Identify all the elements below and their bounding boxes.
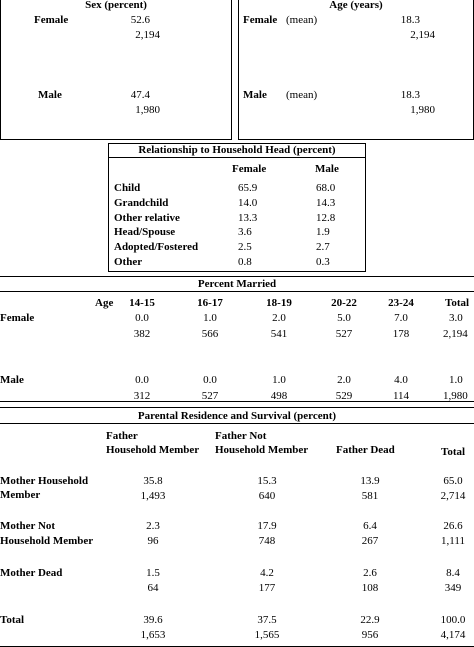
parental-col1-line2: Household Member bbox=[106, 444, 200, 456]
married-female-pct: 2.0 bbox=[272, 312, 286, 324]
relationship-row-female: 3.6 bbox=[238, 226, 252, 238]
parental-cell-n: 2,714 bbox=[440, 490, 466, 502]
parental-cell-pct: 15.3 bbox=[257, 475, 277, 487]
married-male-pct: 0.0 bbox=[203, 374, 217, 386]
sex-male-n: 1,980 bbox=[135, 104, 160, 116]
parental-cell-pct: 13.9 bbox=[360, 475, 380, 487]
parental-cell-n: 64 bbox=[147, 582, 159, 594]
parental-cell-n: 177 bbox=[258, 582, 276, 594]
married-male-pct: 1.0 bbox=[272, 374, 286, 386]
parental-cell-pct: 37.5 bbox=[257, 614, 277, 626]
age-female-mean: 18.3 bbox=[400, 14, 420, 26]
married-col-header: 20-22 bbox=[331, 297, 357, 309]
relationship-title-rule bbox=[108, 157, 366, 158]
parental-cell-pct: 65.0 bbox=[443, 475, 463, 487]
relationship-col-male: Male bbox=[315, 163, 339, 175]
married-female-pct: 0.0 bbox=[135, 312, 149, 324]
sex-female-label: Female bbox=[34, 14, 69, 26]
relationship-title: Relationship to Household Head (percent) bbox=[138, 144, 336, 156]
relationship-row-label: Other relative bbox=[114, 212, 180, 224]
parental-row-label: Mother Dead bbox=[0, 567, 63, 579]
relationship-row-male: 14.3 bbox=[316, 197, 336, 209]
parental-cell-pct: 2.6 bbox=[363, 567, 377, 579]
parental-panel bbox=[0, 407, 474, 647]
parental-cell-n: 1,565 bbox=[254, 629, 280, 641]
parental-cell-pct: 39.6 bbox=[143, 614, 163, 626]
relationship-row-female: 13.3 bbox=[238, 212, 258, 224]
age-title: Age (years) bbox=[329, 0, 383, 11]
relationship-row-male: 12.8 bbox=[316, 212, 336, 224]
sex-male-pct: 47.4 bbox=[130, 89, 150, 101]
relationship-col-female: Female bbox=[232, 163, 267, 175]
parental-cell-n: 267 bbox=[361, 535, 379, 547]
married-male-n: 527 bbox=[201, 390, 219, 402]
parental-col2-line1: Father Not bbox=[215, 430, 267, 442]
parental-cell-n: 96 bbox=[147, 535, 159, 547]
married-male-pct: 1.0 bbox=[449, 374, 463, 386]
married-col-header: 14-15 bbox=[129, 297, 155, 309]
age-female-stat: (mean) bbox=[286, 14, 318, 26]
parental-cell-pct: 100.0 bbox=[440, 614, 466, 626]
parental-cell-n: 956 bbox=[361, 629, 379, 641]
married-female-n: 2,194 bbox=[443, 328, 468, 340]
relationship-row-label: Other bbox=[114, 256, 143, 268]
parental-col4: Total bbox=[441, 446, 466, 458]
married-age-label: Age bbox=[95, 297, 114, 309]
parental-col2-line2: Household Member bbox=[215, 444, 309, 456]
age-male-label: Male bbox=[243, 89, 267, 101]
parental-cell-n: 1,493 bbox=[140, 490, 166, 502]
parental-row-label-2: Member bbox=[0, 489, 41, 501]
parental-title-rule bbox=[0, 423, 474, 424]
married-male-label: Male bbox=[0, 374, 24, 386]
married-col-header: 18-19 bbox=[266, 297, 292, 309]
parental-row-label: Total bbox=[0, 614, 25, 626]
parental-cell-pct: 6.4 bbox=[363, 520, 377, 532]
age-male-mean: 18.3 bbox=[400, 89, 420, 101]
married-female-n: 178 bbox=[392, 328, 410, 340]
parental-cell-n: 640 bbox=[258, 490, 276, 502]
parental-row-label-2: Household Member bbox=[0, 535, 94, 547]
sex-male-label: Male bbox=[38, 89, 62, 101]
married-col-header: 16-17 bbox=[197, 297, 223, 309]
parental-cell-pct: 4.2 bbox=[260, 567, 274, 579]
married-female-n: 541 bbox=[270, 328, 288, 340]
age-male-stat: (mean) bbox=[286, 89, 318, 101]
married-female-pct: 7.0 bbox=[394, 312, 408, 324]
sex-title: Sex (percent) bbox=[85, 0, 147, 11]
relationship-row-male: 2.7 bbox=[316, 241, 330, 253]
sex-female-n: 2,194 bbox=[135, 29, 160, 41]
married-female-pct: 5.0 bbox=[337, 312, 351, 324]
parental-cell-pct: 1.5 bbox=[146, 567, 160, 579]
parental-cell-pct: 17.9 bbox=[257, 520, 277, 532]
married-female-n: 566 bbox=[201, 328, 219, 340]
parental-col3: Father Dead bbox=[336, 444, 395, 456]
parental-row-label: Mother Household bbox=[0, 475, 89, 487]
married-female-pct: 3.0 bbox=[449, 312, 463, 324]
relationship-row-label: Head/Spouse bbox=[114, 226, 176, 238]
married-male-pct: 4.0 bbox=[394, 374, 408, 386]
parental-cell-pct: 8.4 bbox=[446, 567, 460, 579]
married-female-label: Female bbox=[0, 312, 35, 324]
parental-title: Parental Residence and Survival (percent) bbox=[137, 410, 337, 422]
relationship-row-female: 14.0 bbox=[238, 197, 258, 209]
relationship-row-label: Adopted/Fostered bbox=[114, 241, 199, 253]
parental-cell-n: 349 bbox=[444, 582, 462, 594]
married-title-rule bbox=[0, 291, 474, 292]
parental-cell-n: 748 bbox=[258, 535, 276, 547]
parental-cell-n: 581 bbox=[361, 490, 379, 502]
parental-cell-pct: 2.3 bbox=[146, 520, 160, 532]
parental-row-label: Mother Not bbox=[0, 520, 56, 532]
married-male-n: 1,980 bbox=[443, 390, 468, 402]
married-male-n: 312 bbox=[133, 390, 151, 402]
relationship-row-female: 65.9 bbox=[238, 182, 258, 194]
parental-cell-n: 108 bbox=[361, 582, 379, 594]
married-male-n: 114 bbox=[392, 390, 410, 402]
relationship-row-label: Child bbox=[114, 182, 141, 194]
married-col-header: Total bbox=[445, 297, 470, 309]
married-male-n: 498 bbox=[270, 390, 288, 402]
age-female-label: Female bbox=[243, 14, 278, 26]
married-title: Percent Married bbox=[197, 278, 277, 290]
married-female-pct: 1.0 bbox=[203, 312, 217, 324]
parental-cell-n: 4,174 bbox=[440, 629, 466, 641]
married-male-pct: 0.0 bbox=[135, 374, 149, 386]
married-female-n: 382 bbox=[133, 328, 151, 340]
parental-col1-line1: Father bbox=[106, 430, 138, 442]
relationship-row-female: 0.8 bbox=[238, 256, 252, 268]
married-female-n: 527 bbox=[335, 328, 353, 340]
sex-female-pct: 52.6 bbox=[130, 14, 150, 26]
relationship-row-female: 2.5 bbox=[238, 241, 252, 253]
age-female-n: 2,194 bbox=[410, 29, 435, 41]
parental-cell-n: 1,111 bbox=[441, 535, 465, 547]
parental-cell-pct: 35.8 bbox=[143, 475, 163, 487]
age-male-n: 1,980 bbox=[410, 104, 435, 116]
relationship-row-label: Grandchild bbox=[114, 197, 169, 209]
parental-cell-n: 1,653 bbox=[140, 629, 166, 641]
relationship-row-male: 1.9 bbox=[316, 226, 330, 238]
relationship-row-male: 68.0 bbox=[316, 182, 336, 194]
married-male-n: 529 bbox=[335, 390, 353, 402]
parental-cell-pct: 22.9 bbox=[360, 614, 380, 626]
relationship-row-male: 0.3 bbox=[316, 256, 330, 268]
married-male-pct: 2.0 bbox=[337, 374, 351, 386]
married-col-header: 23-24 bbox=[388, 297, 414, 309]
parental-cell-pct: 26.6 bbox=[443, 520, 463, 532]
